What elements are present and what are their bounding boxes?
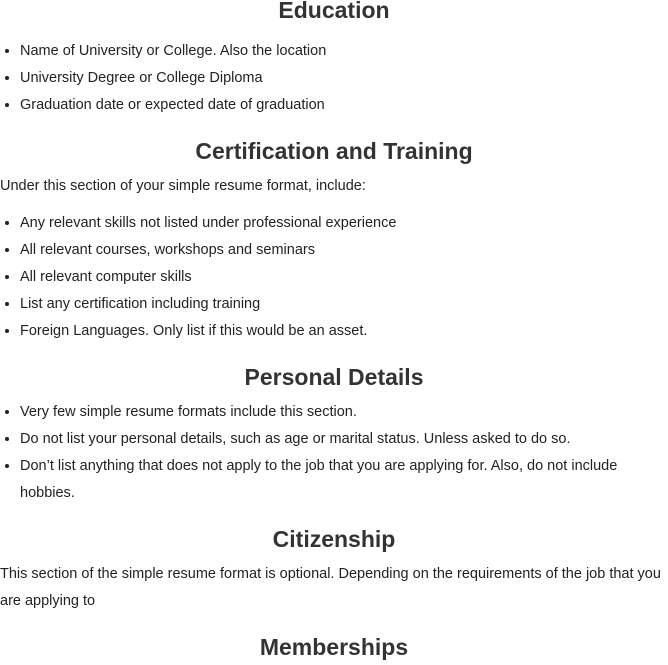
certification-intro: Under this section of your simple resume format, include: [0, 178, 366, 194]
memberships-section [0, 629, 668, 665]
personal-details-section [0, 359, 668, 507]
list-item: • Any relevant skills not listed under professional experience [20, 210, 668, 237]
certification-section [0, 133, 668, 345]
personal-details-list [0, 399, 668, 507]
list-item: • Very few simple resume formats include this section. [20, 399, 668, 426]
citizenship-text: This section of the simple resume format is optional. Depending on the requirements of the job that you are applying to [0, 566, 661, 609]
certification-heading: Certification and Training [195, 138, 473, 164]
memberships-heading: Memberships [259, 634, 409, 660]
list-item: • All relevant computer skills [20, 264, 668, 291]
list-item: • All relevant courses, workshops and seminars [20, 237, 668, 264]
education-list [0, 38, 668, 119]
citizenship-heading: Citizenship [272, 526, 396, 552]
personal-details-heading: Personal Details [244, 364, 424, 390]
list-item: • Do not list your personal details, such as age or marital status. Unless asked to do so. [20, 426, 668, 453]
list-item: • Graduation date or expected date of graduation [20, 92, 668, 119]
list-item: • Don’t list anything that does not apply to the job that you are applying for. Also, do not include hobbies. [20, 453, 668, 507]
citizenship-section [0, 521, 668, 615]
education-section [0, 0, 668, 119]
list-item: • List any certification including training [20, 291, 668, 318]
list-item: • Name of University or College. Also the location [20, 38, 668, 65]
certification-list [0, 210, 668, 345]
list-item: • Foreign Languages. Only list if this would be an asset. [20, 318, 668, 345]
education-heading: Education [278, 0, 390, 23]
list-item: • University Degree or College Diploma [20, 65, 668, 92]
